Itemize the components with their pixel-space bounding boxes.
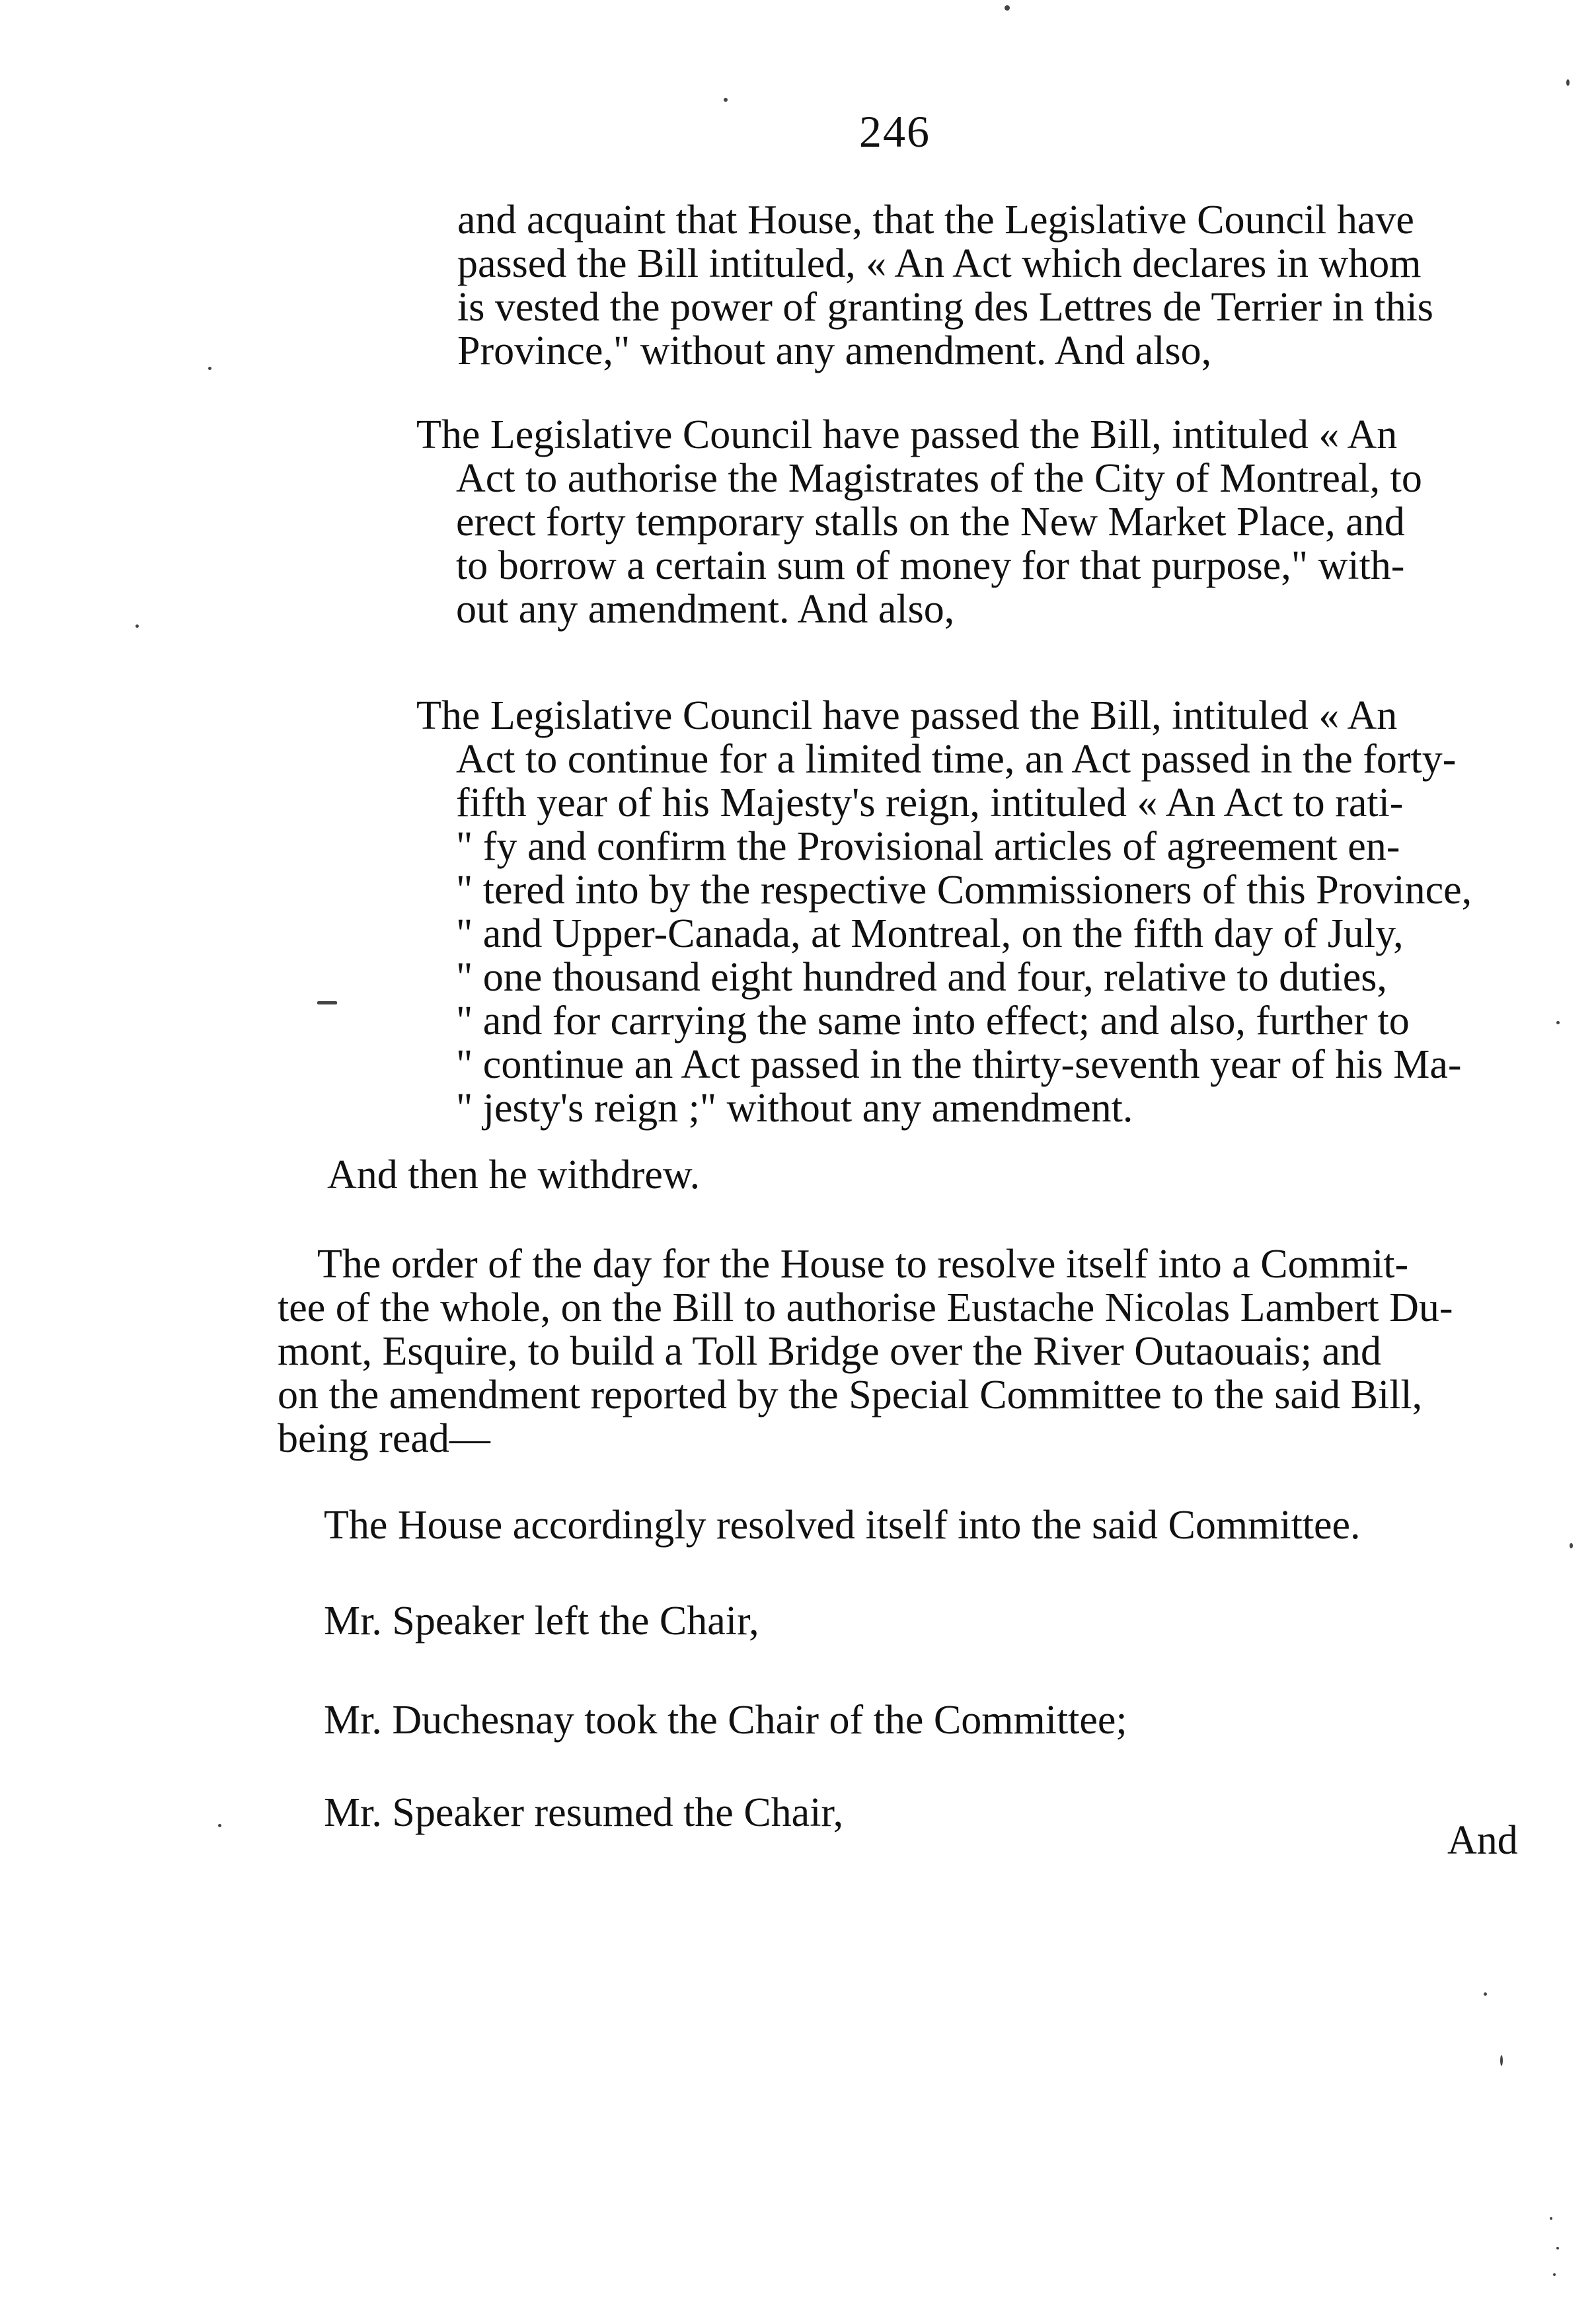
line-duchesnay-took-chair: Mr. Duchesnay took the Chair of the Committee; [324,1698,1127,1743]
scan-speck [135,624,139,628]
paragraph-montreal-stalls-bill [416,413,1422,631]
text-line: " fy and confirm the Provisional articles of agreement en- [456,824,1400,869]
text-line: Act to authorise the Magistrates of the City of Montreal, to [456,456,1422,501]
scan-speck [1500,2055,1503,2066]
paragraph-withdrew [327,1153,700,1197]
scan-speck [317,1001,337,1004]
scan-speck [724,98,728,102]
text-line: is vested the power of granting des Lettres de Terrier in this [457,285,1433,330]
text-line: erect forty temporary stalls on the New Market Place, and [456,500,1405,545]
text-line: Act to continue for a limited time, an Act passed in the forty- [456,737,1457,782]
text-line: to borrow a certain sum of money for that purpose," with- [456,543,1405,588]
line-house-resolved: The House accordingly resolved itself into the said Committee. [324,1503,1361,1548]
text-line: " one thousand eight hundred and four, relative to duties, [456,955,1387,1000]
text-line: " and for carrying the same into effect; and also, further to [456,999,1410,1043]
text-line: mont, Esquire, to build a Toll Bridge over the River Outaouais; and [278,1329,1381,1374]
scan-speck [1005,5,1010,11]
catchword: And [1447,1818,1518,1863]
text-line: and acquaint that House, that the Legislative Council have [457,198,1414,243]
scan-speck [1566,79,1570,86]
scan-speck [1570,1543,1573,1548]
scan-speck [1553,2273,1556,2276]
text-line: " tered into by the respective Commissioners of this Province, [456,868,1472,913]
text-line: Province," without any amendment. And also, [457,328,1212,373]
text-line: " continue an Act passed in the thirty-seventh year of his Ma- [456,1042,1462,1087]
line-speaker-left-chair: Mr. Speaker left the Chair, [324,1599,759,1644]
text-line: The Legislative Council have passed the Bill, intituled « An [416,693,1398,738]
paragraph-acquaint-house [457,198,1433,373]
text-line: And then he withdrew. [327,1152,701,1197]
scan-speck [1484,1992,1487,1996]
text-line: " and Upper-Canada, at Montreal, on the fifth day of July, [456,911,1404,956]
text-line: passed the Bill intituled, « An Act which declares in whom [457,241,1422,286]
text-line: on the amendment reported by the Special Committee to the said Bill, [278,1373,1423,1417]
page-number: 246 [859,106,931,157]
line-speaker-resumed-chair: Mr. Speaker resumed the Chair, [324,1790,844,1835]
paragraph-order-of-the-day [278,1242,1453,1460]
scan-speck [208,367,211,370]
scan-speck [1556,1021,1560,1024]
text-line: " jesty's reign ;" without any amendment. [456,1086,1133,1131]
text-line: tee of the whole, on the Bill to authorise Eustache Nicolas Lambert Du- [278,1285,1453,1330]
scan-speck [218,1824,221,1827]
paragraph-provisional-articles-bill [416,694,1472,1130]
text-line: The order of the day for the House to resolve itself into a Commit- [317,1242,1409,1287]
text-line: being read— [278,1416,490,1461]
text-line: The Legislative Council have passed the Bill, intituled « An [416,412,1398,457]
text-line: out any amendment. And also, [456,587,955,632]
scan-speck [1556,2247,1559,2249]
scan-speck [1550,2217,1552,2220]
text-line: fifth year of his Majesty's reign, intituled « An Act to rati- [456,780,1404,825]
